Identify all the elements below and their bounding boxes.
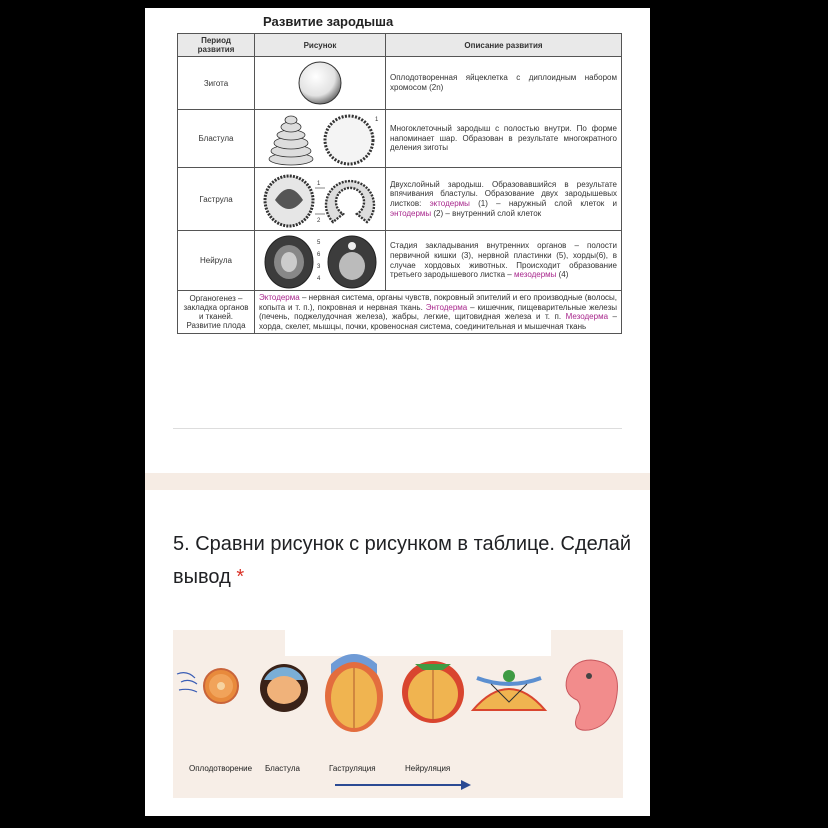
neural-tube-stage-icon	[473, 670, 545, 710]
desc-text: Оплодотворенная яйцеклетка с диплоидным набором хромосом (2n)	[390, 73, 617, 92]
desc-text: Двухслойный зародыш. Образовавшийся в результате впячивания бластулы. Образование двух зародышевых листков:	[390, 179, 617, 208]
svg-text:4: 4	[317, 275, 321, 282]
row-period: Нейрула	[178, 231, 255, 291]
blastula-icon	[257, 111, 383, 167]
row-description	[386, 231, 622, 291]
development-table	[177, 33, 622, 334]
term-ectoderm: Эктодерма	[259, 293, 300, 302]
gastrulation-stage-icon	[325, 654, 383, 732]
stage-label-blastula: Бластула	[265, 764, 300, 773]
row-period: Бластула	[178, 110, 255, 168]
required-asterisk: *	[236, 566, 245, 588]
table-row	[178, 168, 622, 231]
table-row	[178, 231, 622, 291]
header-description: Описание развития	[386, 34, 622, 57]
desc-text: Многоклеточный зародыш с полостью внутри. По форме напоминает шар. Образован в результате многократного деления зиготы	[390, 124, 617, 153]
term-endoderm: энтодермы	[390, 208, 432, 218]
development-stages-image	[173, 630, 623, 798]
desc-text: – нервная система, органы чувств, покровный эпителий и его производные (волосы, копыта и т. п.), покровная и нервная ткань.	[259, 293, 617, 312]
table-row	[178, 110, 622, 168]
desc-text: – хорда, скелет, мышцы, почки, кровеносная система, соединительная и мышечная ткань	[259, 312, 618, 331]
term-endoderm: Энтодерма	[425, 302, 468, 312]
row-figure	[255, 168, 386, 231]
textbook-image-card	[145, 8, 650, 473]
embryo-icon	[566, 660, 617, 730]
row-description	[386, 110, 622, 168]
header-period: Период развития	[178, 34, 255, 57]
row-period: Гаструла	[178, 168, 255, 231]
section-divider	[145, 473, 650, 490]
neurula-icon	[257, 232, 383, 290]
row-figure	[255, 57, 386, 110]
term-mesoderm: мезодермы	[513, 270, 557, 280]
svg-text:2: 2	[317, 218, 321, 224]
row-period: Органогенез – закладка органов и тканей. Развитие плода	[178, 291, 255, 334]
table-header-row	[178, 34, 622, 57]
term-ectoderm: эктодермы	[429, 199, 470, 208]
table-title: Развитие зародыша	[263, 14, 394, 29]
gastrula-icon	[257, 170, 383, 228]
section-separator	[173, 428, 622, 429]
blastula-stage-icon	[260, 664, 308, 712]
question-text: 5. Сравни рисунок с рисунком в таблице. Сделай вывод	[173, 533, 632, 588]
neurulation-stage-icon	[402, 661, 464, 723]
question-card	[145, 490, 650, 816]
row-description	[386, 168, 622, 231]
term-mesoderm: Мезодерма	[565, 312, 609, 322]
table-row	[178, 57, 622, 110]
row-figure	[255, 110, 386, 168]
fertilization-icon	[177, 669, 238, 703]
desc-text: (4)	[556, 270, 569, 280]
zygote-sphere-icon	[290, 59, 350, 107]
svg-text:3: 3	[317, 263, 321, 270]
stage-label-fertilization: Оплодотворение	[189, 764, 253, 773]
header-figure: Рисунок	[255, 34, 386, 57]
desc-text: (2) – внутренний слой клеток	[431, 208, 542, 218]
progress-arrow	[335, 784, 463, 786]
stages-illustration	[173, 630, 623, 760]
desc-text: (1) – наружный слой клеток и	[469, 199, 617, 208]
stage-label-gastrulation: Гаструляция	[329, 764, 376, 773]
svg-text:1: 1	[317, 181, 321, 187]
row-description	[255, 291, 622, 334]
row-figure	[255, 231, 386, 291]
question-title	[173, 528, 633, 594]
svg-text:1: 1	[375, 116, 379, 123]
table-row	[178, 291, 622, 334]
desc-text: Стадия закладывания внутренних органов – полости первичной кишки (3), нервной пластинки (5), хорды(6), в случае хордовых животных. Происходит образование третьего зародышевого листка –	[390, 241, 617, 280]
svg-text:6: 6	[317, 251, 321, 258]
stage-label-neurulation: Нейруляция	[405, 764, 451, 773]
row-description	[386, 57, 622, 110]
desc-text: – кишечник, пищеварительные железы (печень, поджелудочная железа), жабры, легкие, щитовидная железа и т. п.	[259, 302, 617, 322]
svg-text:5: 5	[317, 239, 321, 246]
arrow-head-icon	[461, 780, 471, 790]
row-period: Зигота	[178, 57, 255, 110]
